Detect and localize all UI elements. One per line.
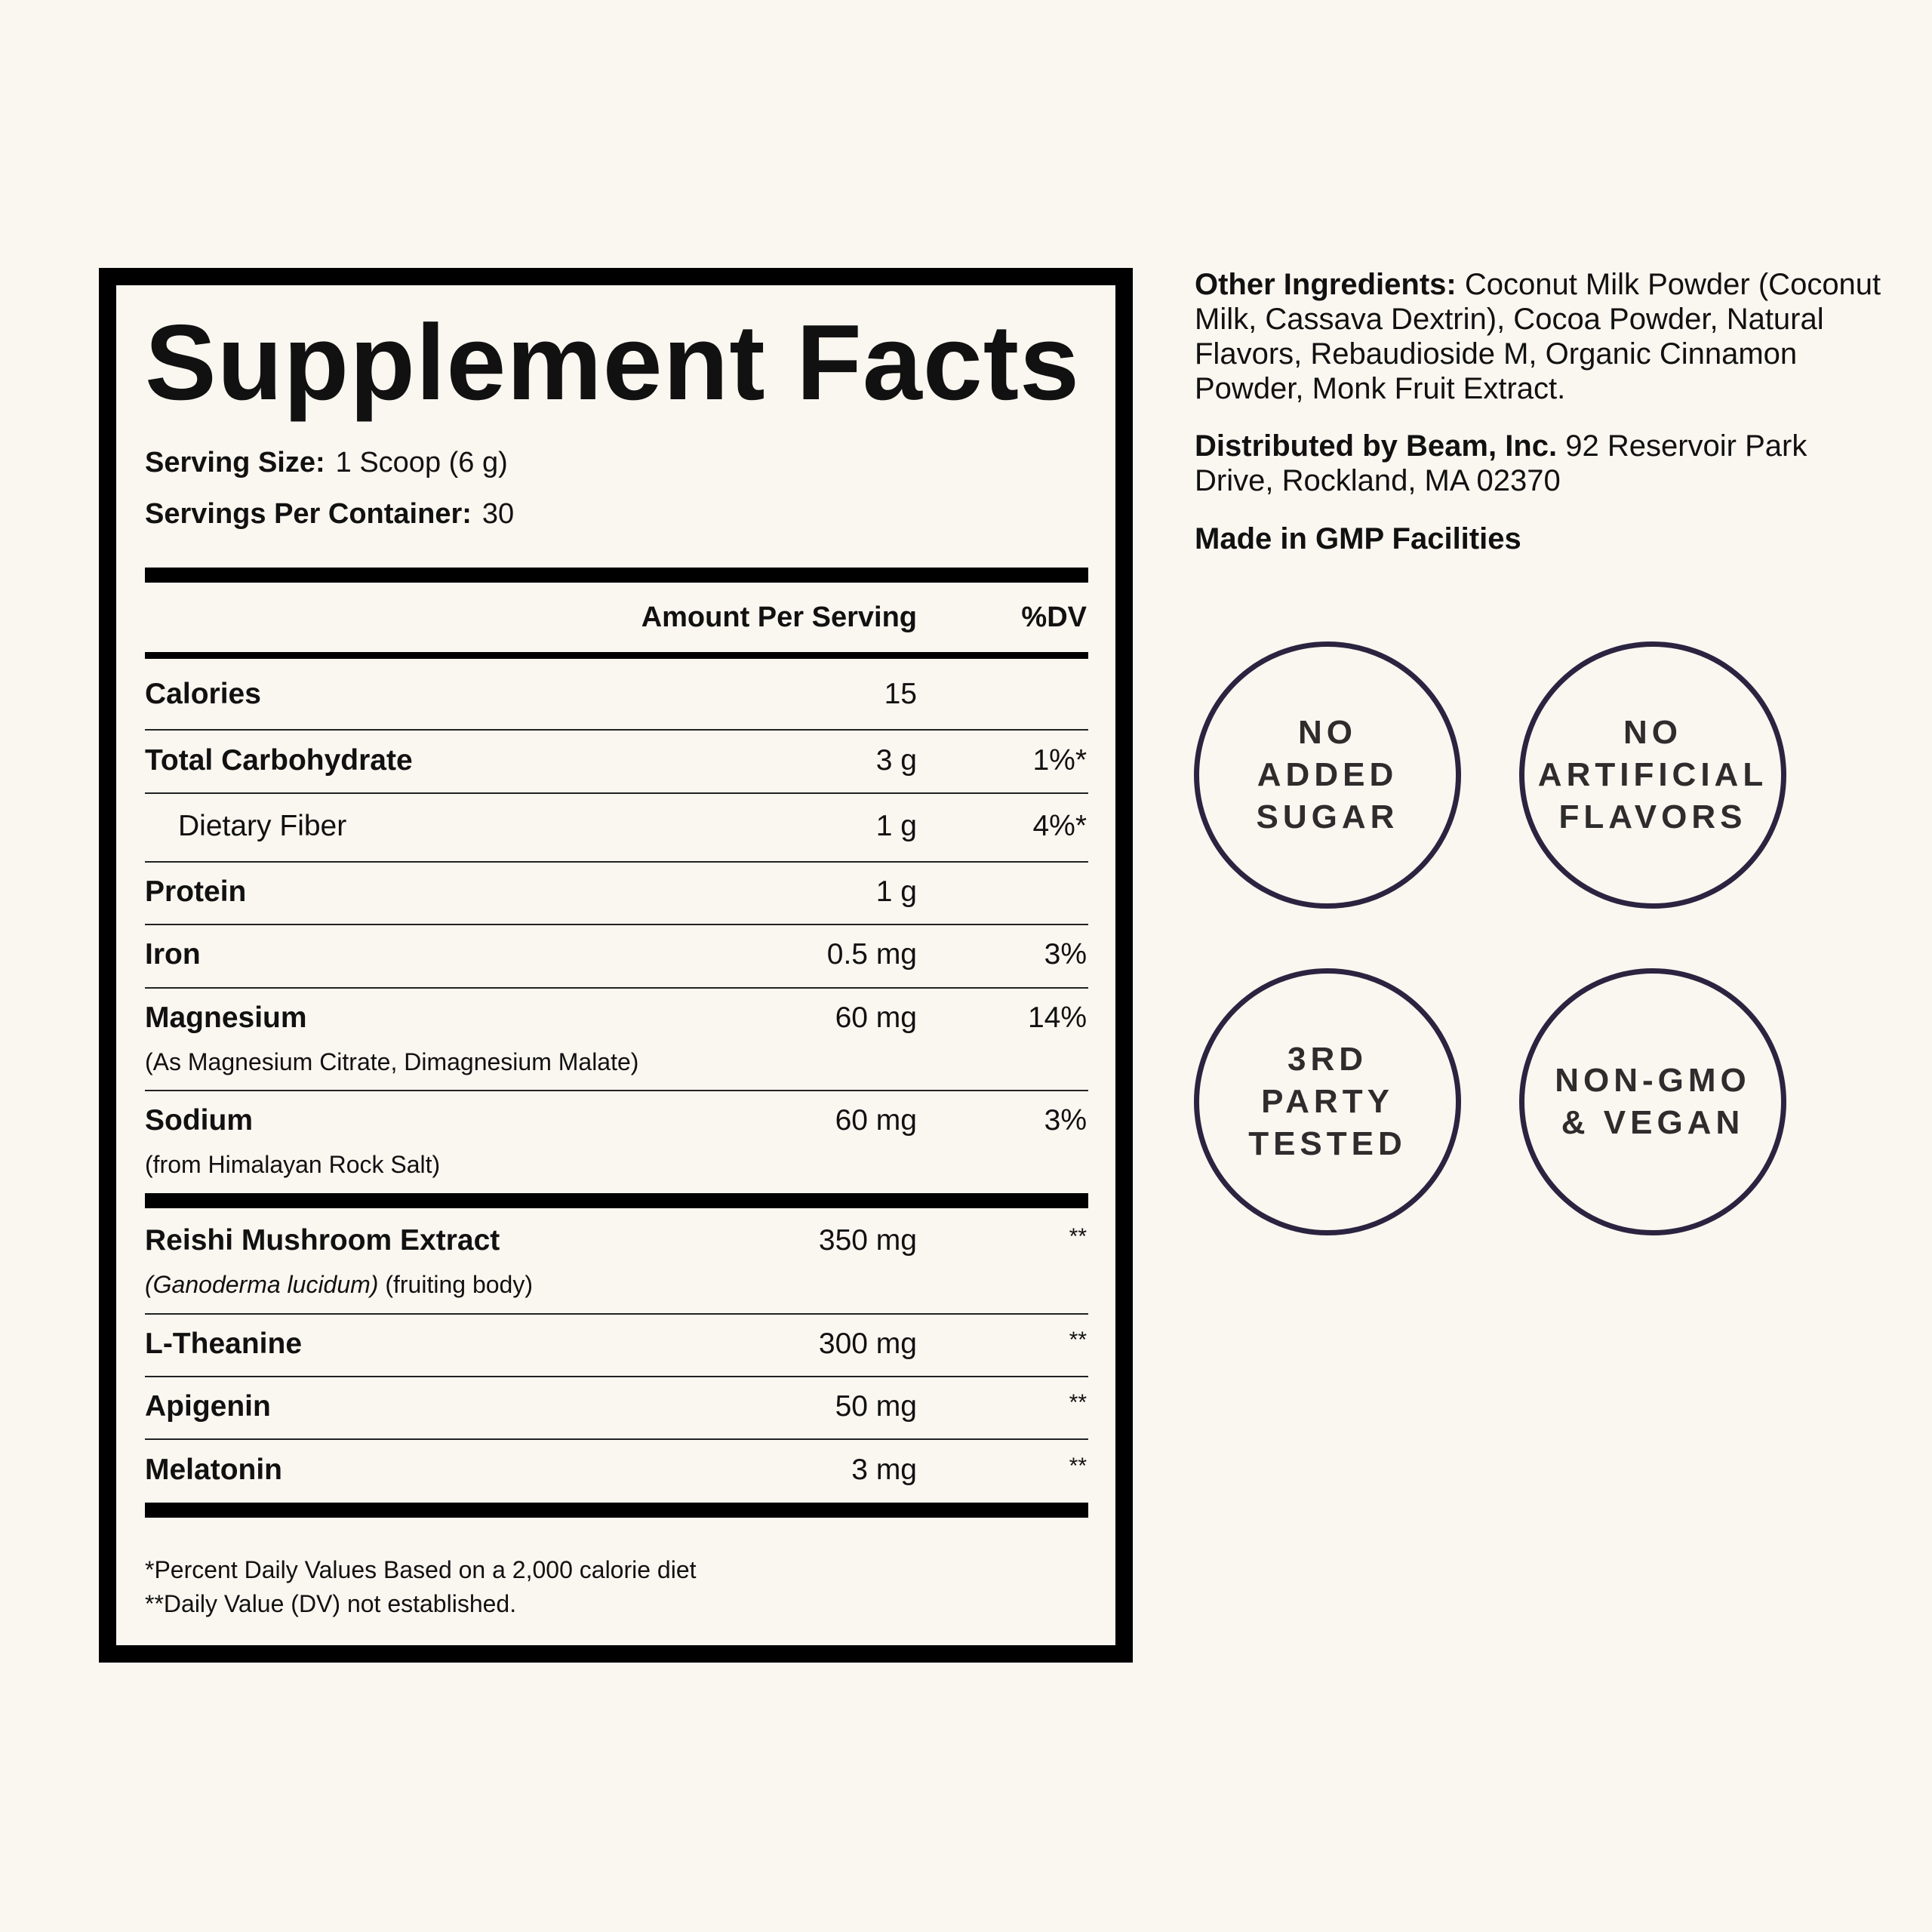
nutrient-amount: 3 g (875, 744, 917, 777)
other-ingredients-label: Other Ingredients: (1195, 268, 1457, 301)
distributor (1195, 429, 1889, 498)
ingredient-name: Reishi Mushroom Extract (145, 1224, 500, 1257)
badge-text: NO ARTIFICIAL FLAVORS (1537, 714, 1768, 835)
made-in (1195, 521, 1889, 556)
badge-no-added-sugar (1194, 641, 1461, 909)
badge-text: NO ADDED SUGAR (1256, 714, 1399, 835)
ingredient-amount: 3 mg (851, 1454, 917, 1486)
ingredient-amount: 350 mg (818, 1224, 917, 1257)
footnote-dv: *Percent Daily Values Based on a 2,000 calorie diet (145, 1556, 697, 1583)
ingredient-amount: 300 mg (818, 1327, 917, 1360)
serving-size-value: 1 Scoop (6 g) (335, 447, 508, 478)
divider-thick (145, 568, 1088, 583)
nutrient-name: Magnesium (145, 1001, 307, 1034)
divider-thin (145, 729, 1088, 731)
divider-thin (145, 1090, 1088, 1091)
made-in-text: Made in GMP Facilities (1195, 522, 1521, 555)
nutrient-dv: 3% (1044, 938, 1087, 971)
ingredient-dv: ** (1069, 1327, 1087, 1352)
ingredient-name: Apigenin (145, 1390, 271, 1423)
ingredient-note (145, 1271, 533, 1299)
badge-third-party-tested (1194, 968, 1461, 1235)
serving-size (145, 447, 508, 479)
column-amount-header: Amount Per Serving (641, 601, 917, 633)
divider-thick (145, 1193, 1088, 1208)
nutrient-amount: 60 mg (835, 1001, 917, 1034)
nutrient-name: Sodium (145, 1104, 253, 1137)
divider-thin (145, 1376, 1088, 1377)
divider-thin (145, 987, 1088, 989)
distributor-address: 92 Reservoir Park Drive, Rockland, MA 02370 (1195, 429, 1807, 497)
divider-thin (145, 1313, 1088, 1315)
nutrient-name: Protein (145, 875, 247, 908)
nutrient-dv: 4%* (1032, 810, 1087, 842)
nutrient-name: Iron (145, 938, 201, 971)
servings-per-container (145, 498, 514, 531)
ingredient-dv: ** (1069, 1224, 1087, 1249)
nutrient-dv: 14% (1027, 1001, 1087, 1034)
ingredient-amount: 50 mg (835, 1390, 917, 1423)
divider-thin (145, 861, 1088, 863)
footnote-not-established: **Daily Value (DV) not established. (145, 1590, 517, 1617)
nutrient-name: Calories (145, 678, 261, 710)
facts-title: Supplement Facts (145, 303, 1081, 423)
divider-medium (145, 652, 1088, 659)
ingredient-name: Melatonin (145, 1454, 282, 1486)
badge-no-artificial-flavors (1519, 641, 1786, 909)
divider-thin (145, 924, 1088, 925)
divider-thin (145, 792, 1088, 794)
nutrient-name: Total Carbohydrate (145, 744, 413, 777)
column-dv-header: %DV (1021, 601, 1087, 633)
divider-thick (145, 1503, 1088, 1518)
other-ingredients-text: Coconut Milk Powder (Coconut Milk, Cassava Dextrin), Cocoa Powder, Natural Flavors, Rebaudioside M, Organic Cinnamon Powder, Monk Fruit Extract. (1195, 268, 1881, 405)
nutrient-name: Dietary Fiber (178, 810, 347, 842)
distributor-label: Distributed by Beam, Inc. (1195, 429, 1558, 463)
serving-size-label: Serving Size: (145, 447, 325, 478)
other-ingredients (1195, 267, 1889, 406)
nutrient-amount: 15 (884, 678, 917, 710)
nutrient-amount: 1 g (875, 875, 917, 908)
nutrient-amount: 60 mg (835, 1104, 917, 1137)
nutrient-amount: 1 g (875, 810, 917, 842)
ingredient-dv: ** (1069, 1454, 1087, 1478)
servings-label: Servings Per Container: (145, 498, 472, 530)
divider-thin (145, 1438, 1088, 1440)
ingredient-name: L-Theanine (145, 1327, 303, 1360)
nutrient-note: (As Magnesium Citrate, Dimagnesium Malate) (145, 1048, 639, 1075)
ingredient-dv: ** (1069, 1390, 1087, 1415)
ingredient-note-part: (fruiting body) (378, 1271, 533, 1298)
nutrient-amount: 0.5 mg (826, 938, 917, 971)
servings-value: 30 (481, 498, 515, 530)
nutrient-dv: 3% (1044, 1104, 1087, 1137)
nutrient-dv: 1%* (1032, 744, 1087, 777)
ingredient-note-latin: (Ganoderma lucidum) (145, 1271, 379, 1298)
badge-text: 3RD PARTY TESTED (1248, 1041, 1407, 1162)
badge-text: NON-GMO & VEGAN (1555, 1062, 1751, 1141)
nutrient-note: (from Himalayan Rock Salt) (145, 1151, 441, 1178)
badge-non-gmo-vegan (1519, 968, 1786, 1235)
